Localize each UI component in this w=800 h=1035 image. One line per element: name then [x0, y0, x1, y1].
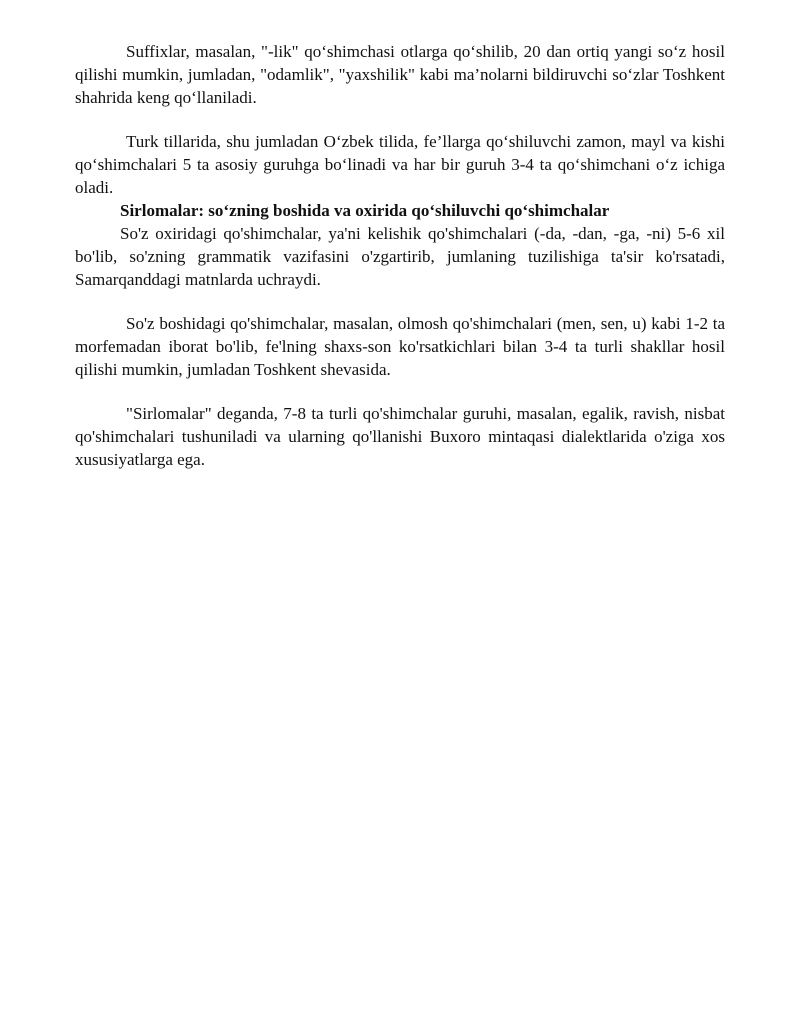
section-heading: Sirlomalar: so‘zning boshida va oxirida qo‘shiluvchi qo‘shimchalar [120, 201, 610, 220]
paragraph-word-start-suffixes: So'z boshidagi qo'shimchalar, masalan, olmosh qo'shimchalari (men, sen, u) kabi 1-2 ta morfemadan iborat bo'lib, fe'lning shaxs-son ko'rsatkichlari bilan 3-4 ta turli shakllar hosil qilishi mumkin, jumladan Toshkent shevasida. [75, 314, 725, 379]
paragraph-verb-suffixes: Turk tillarida, shu jumladan O‘zbek tilida, fe’llarga qo‘shiluvchi zamon, mayl va kishi qo‘shimchalari 5 ta asosiy guruhga bo‘linadi va har bir guruh 3-4 ta qo‘shimchani o‘z ichiga oladi. [75, 132, 725, 197]
document-page [75, 40, 725, 471]
paragraph-suffixes: Suffixlar, masalan, "-lik" qo‘shimchasi otlarga qo‘shilib, 20 dan ortiq yangi so‘z hosil qilishi mumkin, jumladan, "odamlik", "yaxshilik" kabi ma’nolarni bildiruvchi so‘zlar Toshkent shahrida keng qo‘llaniladi. [75, 42, 725, 107]
paragraph-sirlomalar-definition: "Sirlomalar" deganda, 7-8 ta turli qo'shimchalar guruhi, masalan, egalik, ravish, nisbat qo'shimchalari tushuniladi va ularning qo'llanishi Buxoro mintaqasi dialektlarida o'ziga xos xususiyatlarga ega. [75, 404, 725, 469]
paragraph-word-end-suffixes: So'z oxiridagi qo'shimchalar, ya'ni kelishik qo'shimchalari (-da, -dan, -ga, -ni) 5-6 xil bo'lib, so'zning grammatik vazifasini o'zgartirib, jumlaning tuzilishiga ta'sir ko'rsatadi, Samarqanddagi matnlarda uchraydi. [75, 224, 725, 289]
